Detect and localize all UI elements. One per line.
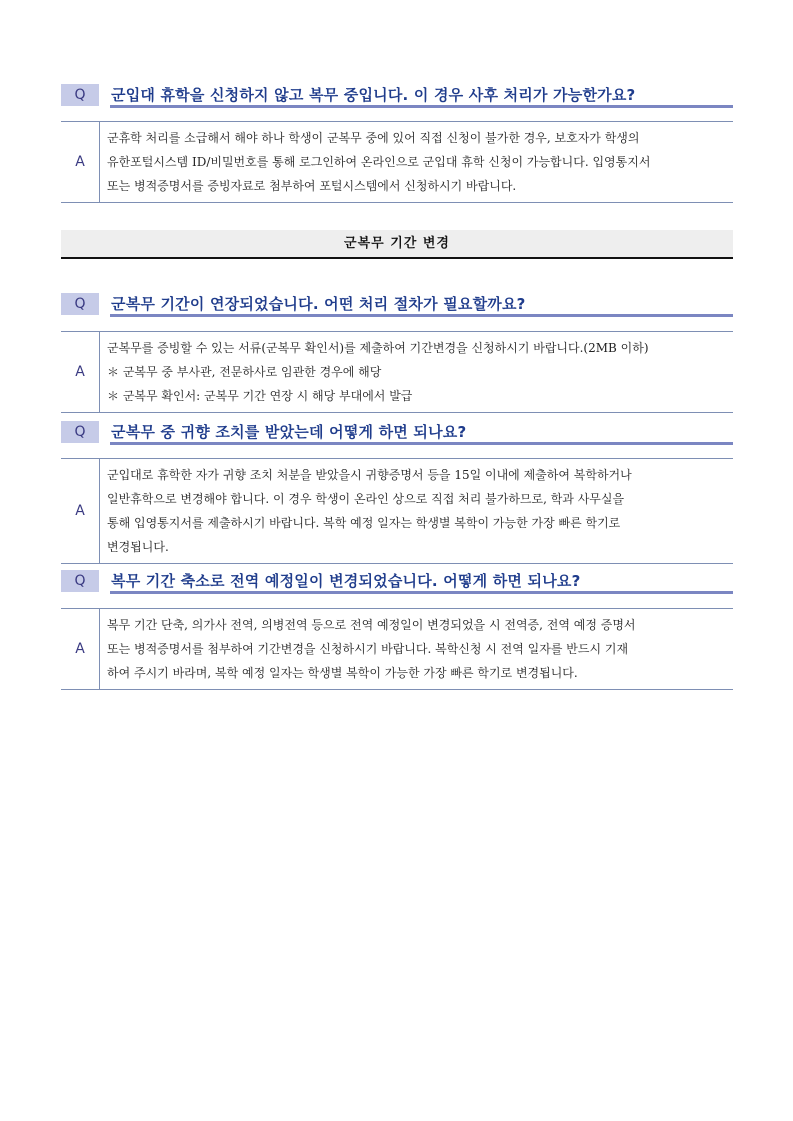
faq3-answer-line: 군입대로 휴학한 자가 귀향 조치 처분을 받았을시 귀향증명서 등을 15일 이내에 제출하여 복학하거나 [107, 468, 632, 482]
faq2-a-badge: A [61, 332, 100, 412]
faq3-q-badge: Q [61, 421, 99, 443]
faq3-answer [107, 459, 733, 563]
section-header [61, 230, 733, 259]
faq3-a-badge: A [61, 459, 100, 563]
faq3-underline [110, 442, 733, 445]
faq4-answer-line: 하여 주시기 바라며, 복학 예정 일자는 학생별 복학이 가능한 가장 빠른 학기로 변경됩니다. [107, 666, 578, 680]
faq4-question-row [61, 570, 733, 594]
faq1-q-badge: Q [61, 84, 99, 106]
faq1-underline [110, 105, 733, 108]
faq1-answer-line: 군휴학 처리를 소급해서 해야 하나 학생이 군복무 중에 있어 직접 신청이 불가한 경우, 보호자가 학생의 [107, 131, 640, 145]
faq2-q-badge: Q [61, 293, 99, 315]
faq1-question-row [61, 84, 733, 108]
faq1-answer [107, 122, 733, 202]
faq2-answer-line: ＊ 군복무 중 부사관, 전문하사로 임관한 경우에 해당 [107, 365, 382, 379]
faq4-question: 복무 기간 축소로 전역 예정일이 변경되었습니다. 어떻게 하면 되나요? [111, 572, 581, 590]
faq3-question: 군복무 중 귀향 조치를 받았는데 어떻게 하면 되나요? [111, 423, 467, 441]
faq1-a-badge: A [61, 122, 100, 202]
faq4-answer-line: 복무 기간 단축, 의가사 전역, 의병전역 등으로 전역 예정일이 변경되었을 시 전역증, 전역 예정 증명서 [107, 618, 636, 632]
faq2-answer-line: 군복무를 증빙할 수 있는 서류(군복무 확인서)를 제출하여 기간변경을 신청하시기 바랍니다.(2MB 이하) [107, 341, 649, 355]
faq3-answer-line: 통해 입영통지서를 제출하시기 바랍니다. 복학 예정 일자는 학생별 복학이 가능한 가장 빠른 학기로 [107, 516, 621, 530]
faq1-answer-line: 유한포털시스템 ID/비밀번호를 통해 로그인하여 온라인으로 군입대 휴학 신청이 가능합니다. 입영통지서 [107, 155, 651, 169]
faq2-answer-line: ＊ 군복무 확인서: 군복무 기간 연장 시 해당 부대에서 발급 [107, 389, 413, 403]
faq3-question-row [61, 421, 733, 445]
faq2-question-row [61, 293, 733, 317]
faq2-answer-box [61, 331, 733, 413]
faq4-underline [110, 591, 733, 594]
faq4-a-badge: A [61, 609, 100, 689]
faq2-answer [107, 332, 733, 412]
faq4-answer-line: 또는 병적증명서를 첨부하여 기간변경을 신청하시기 바랍니다. 복학신청 시 전역 일자를 반드시 기재 [107, 642, 629, 656]
faq3-answer-line: 일반휴학으로 변경해야 합니다. 이 경우 학생이 온라인 상으로 직접 처리 불가하므로, 학과 사무실을 [107, 492, 625, 506]
faq1-question: 군입대 휴학을 신청하지 않고 복무 중입니다. 이 경우 사후 처리가 가능한가요? [111, 86, 636, 104]
faq2-question: 군복무 기간이 연장되었습니다. 어떤 처리 절차가 필요할까요? [111, 295, 526, 313]
faq4-q-badge: Q [61, 570, 99, 592]
faq2-underline [110, 314, 733, 317]
faq4-answer-box [61, 608, 733, 690]
faq3-answer-line: 변경됩니다. [107, 540, 169, 554]
faq4-answer [107, 609, 733, 689]
faq1-answer-box [61, 121, 733, 203]
faq3-answer-box [61, 458, 733, 564]
section-title: 군복무 기간 변경 [344, 236, 450, 251]
faq1-answer-line: 또는 병적증명서를 증빙자료로 첨부하여 포털시스템에서 신청하시기 바랍니다. [107, 179, 517, 193]
